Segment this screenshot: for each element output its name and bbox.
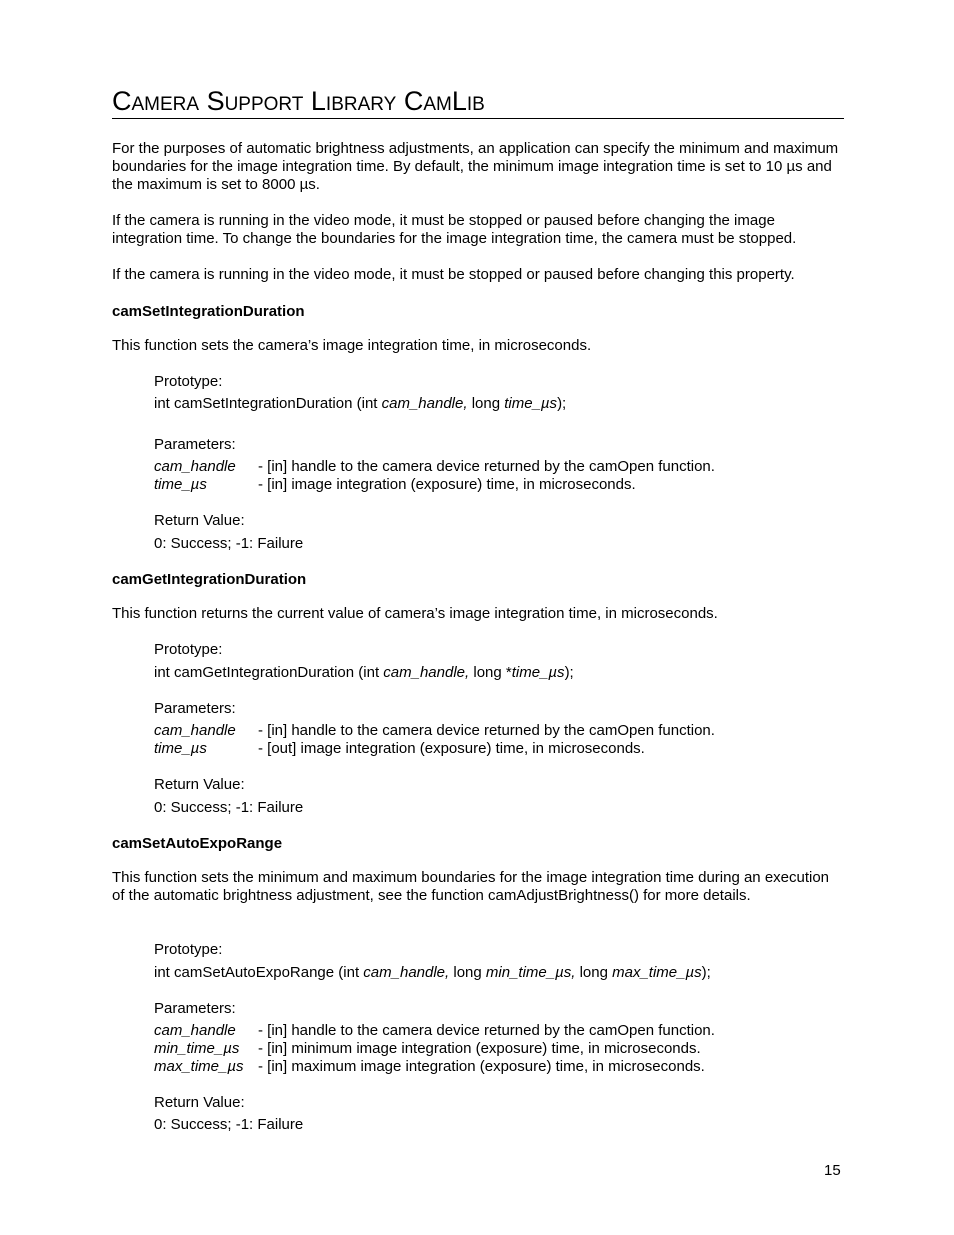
param-name: cam_handle bbox=[154, 458, 236, 475]
prototype-label: Prototype: bbox=[154, 941, 223, 958]
page-number: 15 bbox=[824, 1162, 841, 1179]
prototype-label: Prototype: bbox=[154, 641, 223, 658]
param-name: time_µs bbox=[154, 476, 207, 493]
prototype-signature: int camSetAutoExpoRange (int cam_handle, long min_time_µs, long max_time_µs); bbox=[154, 964, 711, 981]
param-description: - [in] maximum image integration (exposure) time, in microseconds. bbox=[258, 1058, 705, 1075]
param-name: cam_handle bbox=[154, 1022, 236, 1039]
intro-paragraph-2: If the camera is running in the video mode, it must be stopped or paused before changing the image integration time. To change the boundaries for the image integration time, the camera must be stopped. bbox=[112, 212, 797, 247]
param-description: - [in] handle to the camera device returned by the camOpen function. bbox=[258, 1022, 715, 1039]
return-label: Return Value: bbox=[154, 1094, 245, 1111]
function-heading-set-integration: camSetIntegrationDuration bbox=[112, 303, 305, 320]
function-description: This function sets the camera’s image integration time, in microseconds. bbox=[112, 337, 592, 354]
param-description: - [in] image integration (exposure) time, in microseconds. bbox=[258, 476, 636, 493]
page-title: Camera Support Library CamLib bbox=[112, 84, 844, 119]
prototype-signature: int camGetIntegrationDuration (int cam_handle, long *time_µs); bbox=[154, 664, 574, 681]
param-description: - [in] handle to the camera device returned by the camOpen function. bbox=[258, 722, 715, 739]
prototype-signature: int camSetIntegrationDuration (int cam_handle, long time_µs); bbox=[154, 395, 567, 412]
param-name: cam_handle bbox=[154, 722, 236, 739]
function-description: This function sets the minimum and maximum boundaries for the image integration time during an execution of the automatic brightness adjustment, see the function camAdjustBrightness() for more details. bbox=[112, 869, 830, 904]
parameters-label: Parameters: bbox=[154, 436, 236, 453]
param-description: - [out] image integration (exposure) time, in microseconds. bbox=[258, 740, 645, 757]
param-description: - [in] minimum image integration (exposure) time, in microseconds. bbox=[258, 1040, 701, 1057]
return-label: Return Value: bbox=[154, 776, 245, 793]
intro-paragraph-3: If the camera is running in the video mode, it must be stopped or paused before changing this property. bbox=[112, 266, 795, 283]
param-name: time_µs bbox=[154, 740, 207, 757]
parameters-label: Parameters: bbox=[154, 700, 236, 717]
parameters-label: Parameters: bbox=[154, 1000, 236, 1017]
param-description: - [in] handle to the camera device returned by the camOpen function. bbox=[258, 458, 715, 475]
return-value: 0: Success; -1: Failure bbox=[154, 1116, 304, 1133]
param-name: min_time_µs bbox=[154, 1040, 240, 1057]
intro-paragraph-1: For the purposes of automatic brightness adjustments, an application can specify the minimum and maximum boundaries for the image integration time. By default, the minimum image integration time is set to 10 µs and the maximum is set to 8000 µs. bbox=[112, 140, 839, 193]
return-label: Return Value: bbox=[154, 512, 245, 529]
function-heading-set-auto-expo-range: camSetAutoExpoRange bbox=[112, 835, 283, 852]
function-description: This function returns the current value of camera’s image integration time, in microseconds. bbox=[112, 605, 718, 622]
function-heading-get-integration: camGetIntegrationDuration bbox=[112, 571, 307, 588]
return-value: 0: Success; -1: Failure bbox=[154, 535, 304, 552]
return-value: 0: Success; -1: Failure bbox=[154, 799, 304, 816]
prototype-label: Prototype: bbox=[154, 373, 223, 390]
param-name: max_time_µs bbox=[154, 1058, 244, 1075]
